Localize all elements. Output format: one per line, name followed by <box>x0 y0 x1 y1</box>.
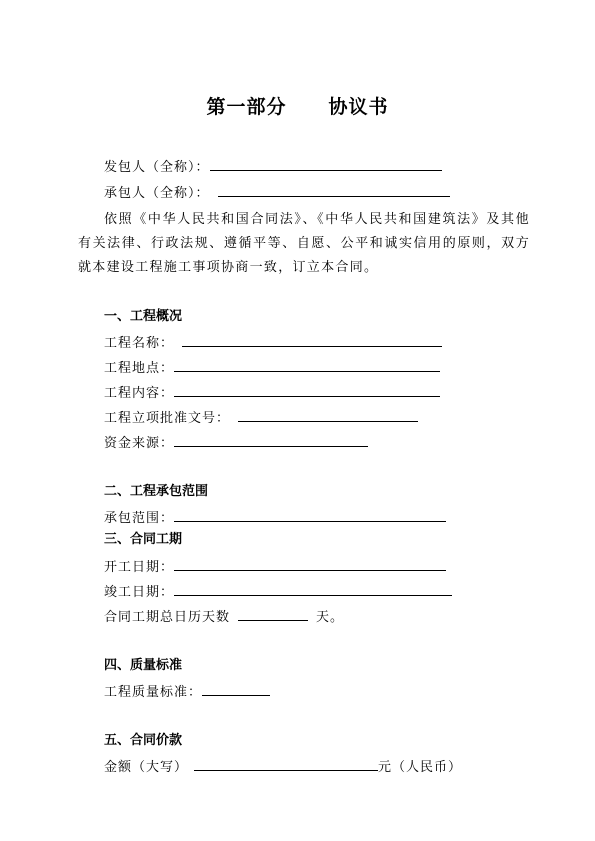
scope-label: 承包范围： <box>104 511 175 526</box>
contractor-row <box>104 182 450 202</box>
end-date-label: 竣工日期： <box>104 585 175 600</box>
total-days-unit: 天。 <box>316 610 345 625</box>
project-location-row <box>104 357 440 377</box>
quality-blank[interactable] <box>202 681 270 696</box>
section2-heading: 二、工程承包范围 <box>104 484 209 499</box>
section5-heading: 五、合同价款 <box>104 733 183 748</box>
quality-label: 工程质量标准： <box>104 685 203 700</box>
total-days-row <box>104 606 344 626</box>
total-days-blank[interactable] <box>238 606 308 621</box>
amount-label: 金额（大写） <box>104 760 189 775</box>
funding-source-row <box>104 432 368 452</box>
start-date-row <box>104 556 446 576</box>
project-location-label: 工程地点： <box>104 361 175 376</box>
project-name-label: 工程名称： <box>104 336 175 351</box>
contractor-blank[interactable] <box>218 182 450 197</box>
scope-row <box>104 507 446 527</box>
project-content-blank[interactable] <box>174 382 440 397</box>
funding-source-blank[interactable] <box>174 432 368 447</box>
project-approval-label: 工程立项批准文号： <box>104 411 231 426</box>
intro-paragraph: 依照《中华人民共和国合同法》、《中华人民共和国建筑法》及其他有关法律、行政法规、遵循平等、自愿、公平和诚实信用的原则，双方就本建设工程施工事项协商一致，订立本合同。 <box>78 212 530 275</box>
start-date-blank[interactable] <box>174 556 446 571</box>
section4-heading: 四、质量标准 <box>104 658 183 673</box>
project-name-blank[interactable] <box>182 332 442 347</box>
scope-blank[interactable] <box>174 507 446 522</box>
end-date-blank[interactable] <box>174 581 452 596</box>
contractor-label: 承包人（全称）： <box>104 186 210 201</box>
employer-label: 发包人（全称）： <box>104 160 210 175</box>
end-date-row <box>104 581 452 601</box>
total-days-label: 合同工期总日历天数 <box>104 610 231 625</box>
employer-row <box>104 156 442 176</box>
page-title <box>0 92 595 119</box>
section3-heading: 三、合同工期 <box>104 532 183 547</box>
start-date-label: 开工日期： <box>104 560 175 575</box>
funding-source-label: 资金来源： <box>104 436 175 451</box>
project-approval-row <box>104 407 418 427</box>
project-content-row <box>104 382 440 402</box>
project-name-row <box>104 332 442 352</box>
title-name: 协议书 <box>328 96 389 118</box>
project-location-blank[interactable] <box>174 357 440 372</box>
amount-row <box>104 756 462 776</box>
amount-unit: 元（人民币） <box>378 760 463 775</box>
section1-heading: 一、工程概况 <box>104 309 183 324</box>
amount-blank[interactable] <box>194 756 378 771</box>
project-approval-blank[interactable] <box>238 407 418 422</box>
employer-blank[interactable] <box>210 156 442 171</box>
project-content-label: 工程内容： <box>104 386 175 401</box>
title-part: 第一部分 <box>206 96 287 118</box>
quality-row <box>104 681 270 701</box>
